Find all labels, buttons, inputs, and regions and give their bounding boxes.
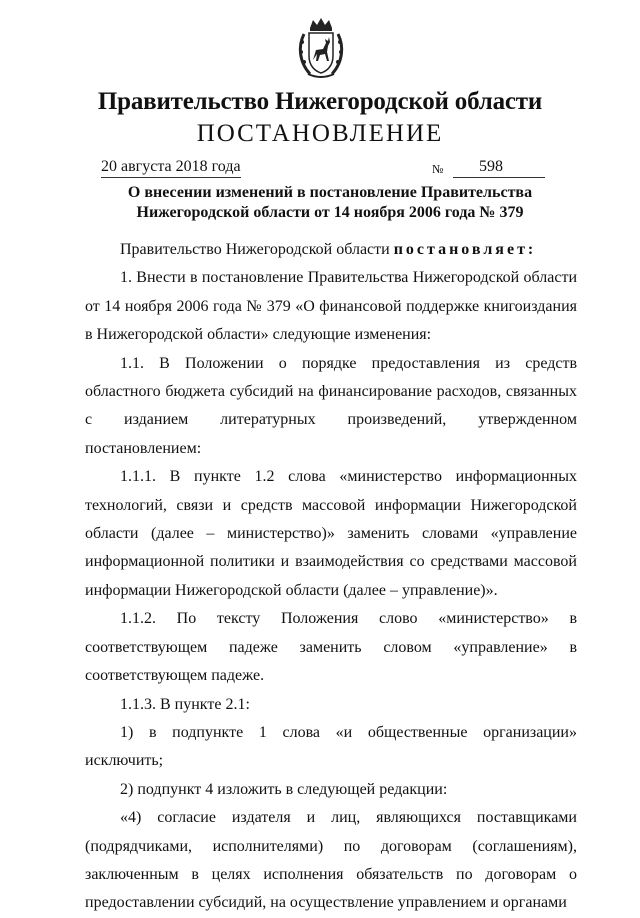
document-subject (120, 183, 540, 223)
subject-line-1: О внесении изменений в постановление Правительства (127, 184, 533, 201)
paragraph-1: 1. Внести в постановление Правительства Нижегородской области от 14 ноября 2006 года № 379 «О финансовой поддержке книгоиздания в Нижегородской области» следующие изменения: (85, 269, 577, 344)
paragraph-1-1: 1.1. В Положении о порядке предоставления из средств областного бюджета субсидий на финансирование расходов, связанных с изданием литературных произведений, утвержденном постановлением: (85, 354, 577, 457)
document-body (85, 236, 577, 918)
intro-paragraph (85, 236, 577, 264)
quoted-subparagraph-4: «4) согласие издателя и лиц, являющихся поставщиками (подрядчиками, исполнителями) по договорам (соглашениям), заключенным в целях исполнения обязательств по договорам о предоставлении субсидий, на осуществление управлением и органами (85, 809, 577, 912)
intro-decree-word: постановляет: (393, 241, 537, 258)
subparagraph-1: 1) в подпункте 1 слова «и общественные организации» исключить; (85, 723, 577, 770)
document-number: 598 (453, 158, 545, 178)
document-date: 20 августа 2018 года (101, 158, 241, 178)
subject-line-2: Нижегородской области от 14 ноября 2006 года № 379 (136, 204, 524, 221)
paragraph-1-1-1: 1.1.1. В пункте 1.2 слова «министерство информационных технологий, связи и средств массовой информации Нижегородской области (далее – министерство)» заменить словами «управление информационной политики и взаимодействия со средствами массовой информации Нижегородской области (далее – управление)». (85, 468, 577, 599)
intro-text: Правительство Нижегородской области (120, 241, 394, 258)
organization-name: Правительство Нижегородской области (97, 88, 543, 115)
number-sign: № (432, 162, 444, 176)
subparagraph-2: 2) подпункт 4 изложить в следующей редакции: (120, 780, 448, 798)
coat-of-arms-icon (296, 16, 346, 80)
document-type: ПОСТАНОВЛЕНИЕ (196, 120, 444, 147)
paragraph-1-1-3: 1.1.3. В пункте 2.1: (120, 695, 250, 713)
paragraph-1-1-2: 1.1.2. По тексту Положения слово «министерство» в соответствующем падеже заменить словом «управление» в соответствующем падеже. (85, 610, 577, 685)
